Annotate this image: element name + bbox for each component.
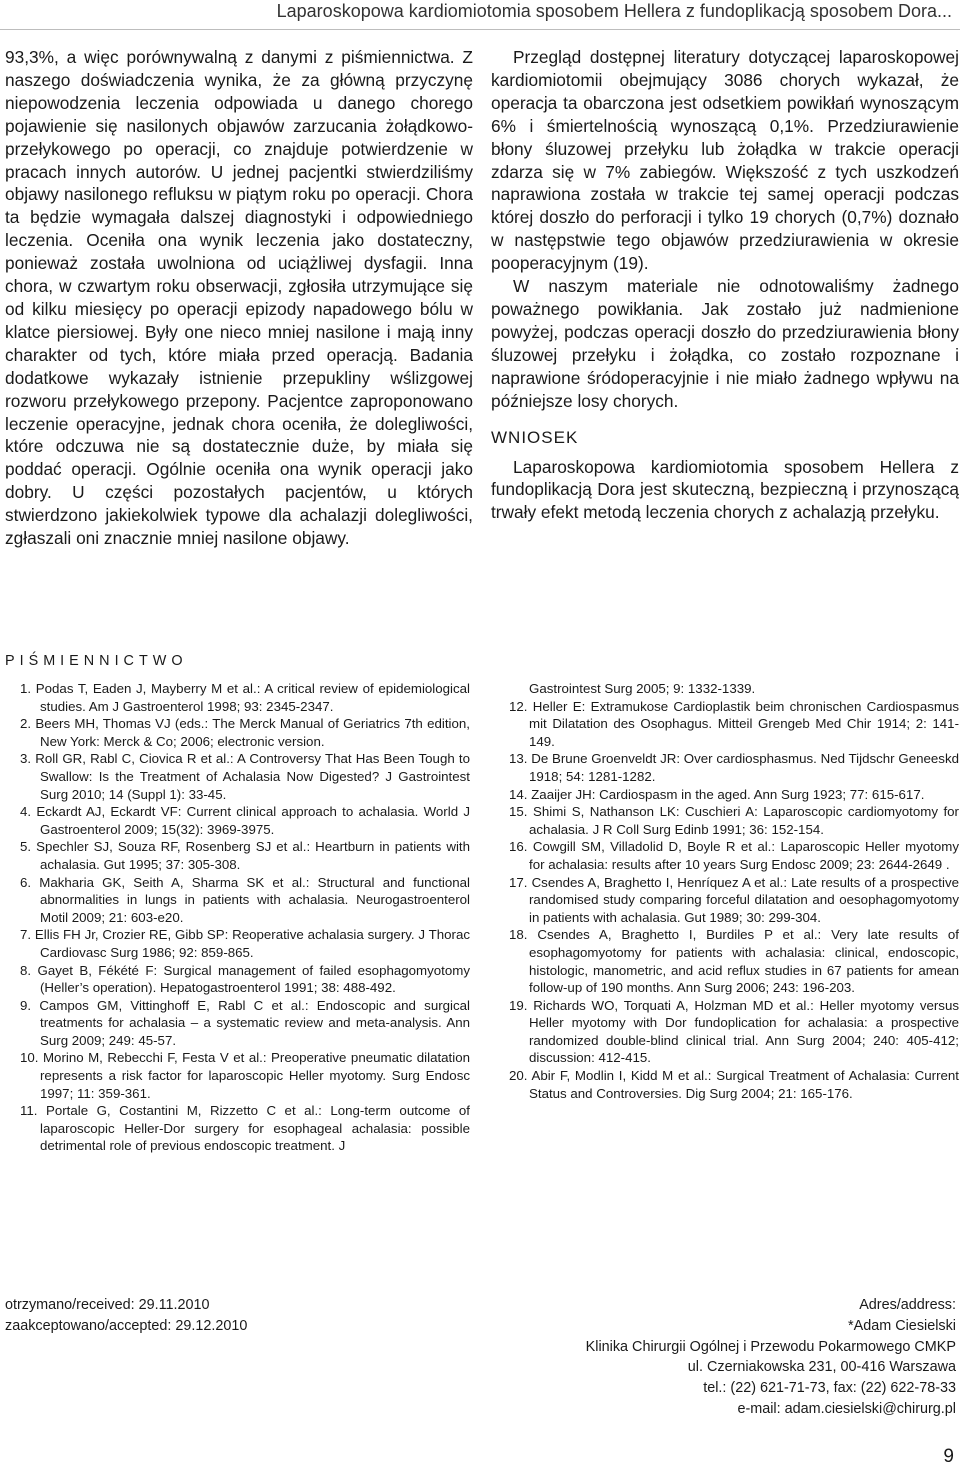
body-paragraph: 93,3%, a więc porównywalną z danymi z piśmiennictwa. Z naszego doświadczenia wynika, że za główną przyczynę niepowodzenia leczenia odpowiada u danego chorego pojawienie się nasilonych objawów zarzucania żołądkowo-przełykowego po operacji, co znajduje potwierdzenie w pracach innych autorów. U jednej pacjentki stwierdziliśmy objawy nasilonego refluksu w piątym roku po operacji. Chora ta będzie wymagała dalszej diagnostyki i odpowiedniego leczenia. Oceniła ona wynik leczenia jako dostateczny, ponieważ została uwolniona od uciążliwej dysfagii. Inna chora, w czwartym roku obserwacji, zgłosiła utrzymujące się od kilku miesięcy po operacji epizody napadowego bólu w klatce piersiowej. Były one nieco mniej nasilone i mają inny charakter od tych, które miała przed operacją. Badania dodatkowe wykazały istnienie przepukliny wślizgowej rozworu przełykowego przepony. Pacjentce zaproponowano leczenie operacyjne, jednak chora oceniła, że dolegliwości, które odczuwa nie są dostatecznie duże, by miała się poddać operacji. Ogólnie oceniła ona wynik operacji jako dobry. U części pozostałych pacjentów, u których stwierdzono jakiekolwiek typowe dla achalazji dolegliwości, zgłaszali oni znacznie mniej nasilone objawy. bbox=[5, 47, 473, 549]
reference-item: 10. Morino M, Rebecchi F, Festa V et al.: Preoperative pneumatic dilatation represents a risk factor for laparoscopic Heller myotomy. Surg Endosc 1997; 11: 359-361. bbox=[20, 1050, 470, 1101]
author-name: *Adam Ciesielski bbox=[848, 1317, 956, 1334]
reference-item: 13. De Brune Groenveldt JR: Over cardiosphasmus. Ned Tijdschr Geneeskd 1918; 54: 1281-1282. bbox=[509, 751, 959, 784]
reference-item: 4. Eckardt AJ, Eckardt VF: Current clinical approach to achalasia. World J Gastroenterol 2009; 15(32): 3969-3975. bbox=[20, 804, 470, 837]
references-column-left bbox=[20, 680, 470, 1155]
reference-item: 14. Zaaijer JH: Cardiospasm in the aged. Ann Surg 1923; 77: 615-617. bbox=[509, 786, 925, 802]
references-column-right bbox=[509, 680, 959, 1102]
correspondence-address bbox=[586, 1295, 956, 1420]
reference-item: 1. Podas T, Eaden J, Mayberry M et al.: A critical review of epidemiological studies. Am J Gastroenterol 1998; 93: 2345-2347. bbox=[20, 681, 470, 714]
reference-item: 12. Heller E: Extramukose Cardioplastik beim chronischen Cardiospasmus mit Dilatation des Osophagus. Mitteil Grengeb Med Chir 1914; 2: 141-149. bbox=[509, 698, 959, 749]
page-number: 9 bbox=[943, 1446, 954, 1467]
street-address: ul. Czerniakowska 231, 00-416 Warszawa bbox=[687, 1359, 956, 1376]
received-date: otrzymano/received: 29.11.2010 bbox=[5, 1297, 210, 1313]
reference-continuation: Gastrointest Surg 2005; 9: 1332-1339. bbox=[529, 681, 756, 696]
reference-item: 17. Csendes A, Braghetto I, Henríquez A et al.: Late results of a prospective randomised study comparing forceful dilatation and oesophagomyotomy in patients with achalasia. Gut 1989; 30: 299-304. bbox=[509, 874, 959, 925]
reference-item: 11. Portale G, Costantini M, Rizzetto C et al.: Long-term outcome of laparoscopic Heller-Dor surgery for esophageal achalasia: possible detrimental role of previous endoscopic treatment. J bbox=[20, 1103, 470, 1154]
reference-item: 16. Cowgill SM, Villadolid D, Boyle R et al.: Laparoscopic Heller myotomy for achalasia: results after 10 years Surg Endosc 2009; 23: 2644-2649 . bbox=[509, 839, 959, 872]
conclusion-heading: WNIOSEK bbox=[491, 427, 579, 447]
body-paragraph: W naszym materiale nie odnotowaliśmy żadnego poważnego powikłania. Jak zostało już nadmienione powyżej, podczas operacji doszło do przedziurawienia błony śluzowej przełyku i żołądka, co zostało rozpoznane i naprawione śródoperacyjnie i nie miało żadnego wpływu na późniejsze losy chorych. bbox=[491, 276, 959, 411]
references-heading: PIŚMIENNICTWO bbox=[5, 653, 188, 669]
body-column-left bbox=[5, 46, 473, 550]
reference-item: 7. Ellis FH Jr, Crozier RE, Gibb SP: Reoperative achalasia surgery. J Thorac Cardiovasc Surg 1986; 92: 859-865. bbox=[20, 927, 470, 960]
reference-item: 18. Csendes A, Braghetto I, Burdiles P et al.: Very late results of esophagomyotomy for patients with achalasia: clinical, endoscopic, histologic, manometric, and acid reflux studies in 67 patients for amean follow-up of 190 months. Ann Surg 2006; 243: 196-203. bbox=[509, 927, 959, 996]
reference-item: 9. Campos GM, Vittinghoff E, Rabl C et al.: Endoscopic and surgical treatments for achalasia – a systematic review and meta-analysis. Ann Surg 2009; 249: 45-57. bbox=[20, 997, 470, 1048]
running-title: Laparoskopowa kardiomiotomia sposobem Hellera z fundoplikacją sposobem Dora... bbox=[276, 1, 952, 21]
header-divider bbox=[0, 29, 960, 30]
reference-item: 5. Spechler SJ, Souza RF, Rosenberg SJ et al.: Heartburn in patients with achalasia. Gut 1995; 37: 305-308. bbox=[20, 839, 470, 872]
running-header bbox=[0, 0, 960, 26]
reference-item: 20. Abir F, Modlin I, Kidd M et al.: Surgical Treatment of Achalasia: Current Status and Controversies. Dig Surg 2004; 21: 165-176. bbox=[509, 1068, 959, 1101]
phone-fax: tel.: (22) 621-71-73, fax: (22) 622-78-33 bbox=[703, 1380, 956, 1397]
submission-dates bbox=[5, 1295, 247, 1337]
reference-item: 19. Richards WO, Torquati A, Holzman MD et al.: Heller myotomy versus Heller myotomy with Dor fundoplication for achalasia: a prospective randomized double-blind clinical trial. Ann Surg 2004; 240: 405-412; discussion: 412-415. bbox=[509, 997, 959, 1066]
reference-item: 8. Gayet B, Fékété F: Surgical management of failed esophagomyotomy (Heller’s operation). Hepatogastroenterol 1991; 38: 488-492. bbox=[20, 962, 470, 996]
reference-item: 15. Shimi S, Nathanson LK: Cuschieri A: Laparoscopic cardiomyotomy for achalasia. J R Coll Surg Edinb 1991; 36: 152-154. bbox=[509, 804, 959, 837]
address-label: Adres/address: bbox=[859, 1297, 956, 1313]
email-address: e-mail: adam.ciesielski@chirurg.pl bbox=[737, 1400, 956, 1417]
reference-item: 2. Beers MH, Thomas VJ (eds.: The Merck Manual of Geriatrics 7th edition, New York: Merck & Co; 2006; electronic version. bbox=[20, 716, 470, 749]
clinic-name: Klinika Chirurgii Ogólnej i Przewodu Pokarmowego CMKP bbox=[585, 1338, 956, 1355]
reference-item: 3. Roll GR, Rabl C, Ciovica R et al.: A Controversy That Has Been Tough to Swallow: Is the Treatment of Achalasia Now Digested? J Gastrointest Surg 2010; 14 (Suppl 1): 33-45. bbox=[20, 751, 470, 802]
body-column-right bbox=[491, 46, 959, 524]
conclusion-paragraph: Laparoskopowa kardiomiotomia sposobem Hellera z fundoplikacją Dora jest skuteczną, bezpieczną i przynoszącą trwały efekt metodą leczenia chorych z achalazją przełyku. bbox=[491, 456, 959, 523]
accepted-date: zaakceptowano/accepted: 29.12.2010 bbox=[5, 1317, 248, 1334]
body-paragraph: Przegląd dostępnej literatury dotyczącej laparoskopowej kardiomiotomii obejmujący 3086 chorych wykazał, że operacja ta obarczona jest odsetkiem powikłań wynoszącym 6% i śmiertelnością wynoszącą 0,1%. Przedziurawienie błony śluzowej przełyku lub żołądka w trakcie operacji zdarza się w 7% zabiegów. Większość z tych uszkodzeń naprawiona została w trakcie tej samej operacji podczas której doszło do perforacji i tylko 19 chorych (0,7%) doznało w następstwie tego objawów przedziurawienia w okresie pooperacyjnym (19). bbox=[491, 47, 959, 274]
reference-item: 6. Makharia GK, Seith A, Sharma SK et al.: Structural and functional abnormalities in lungs in patients with achalasia. Neurogastroenterol Motil 2009; 21: 603-e20. bbox=[20, 874, 470, 925]
